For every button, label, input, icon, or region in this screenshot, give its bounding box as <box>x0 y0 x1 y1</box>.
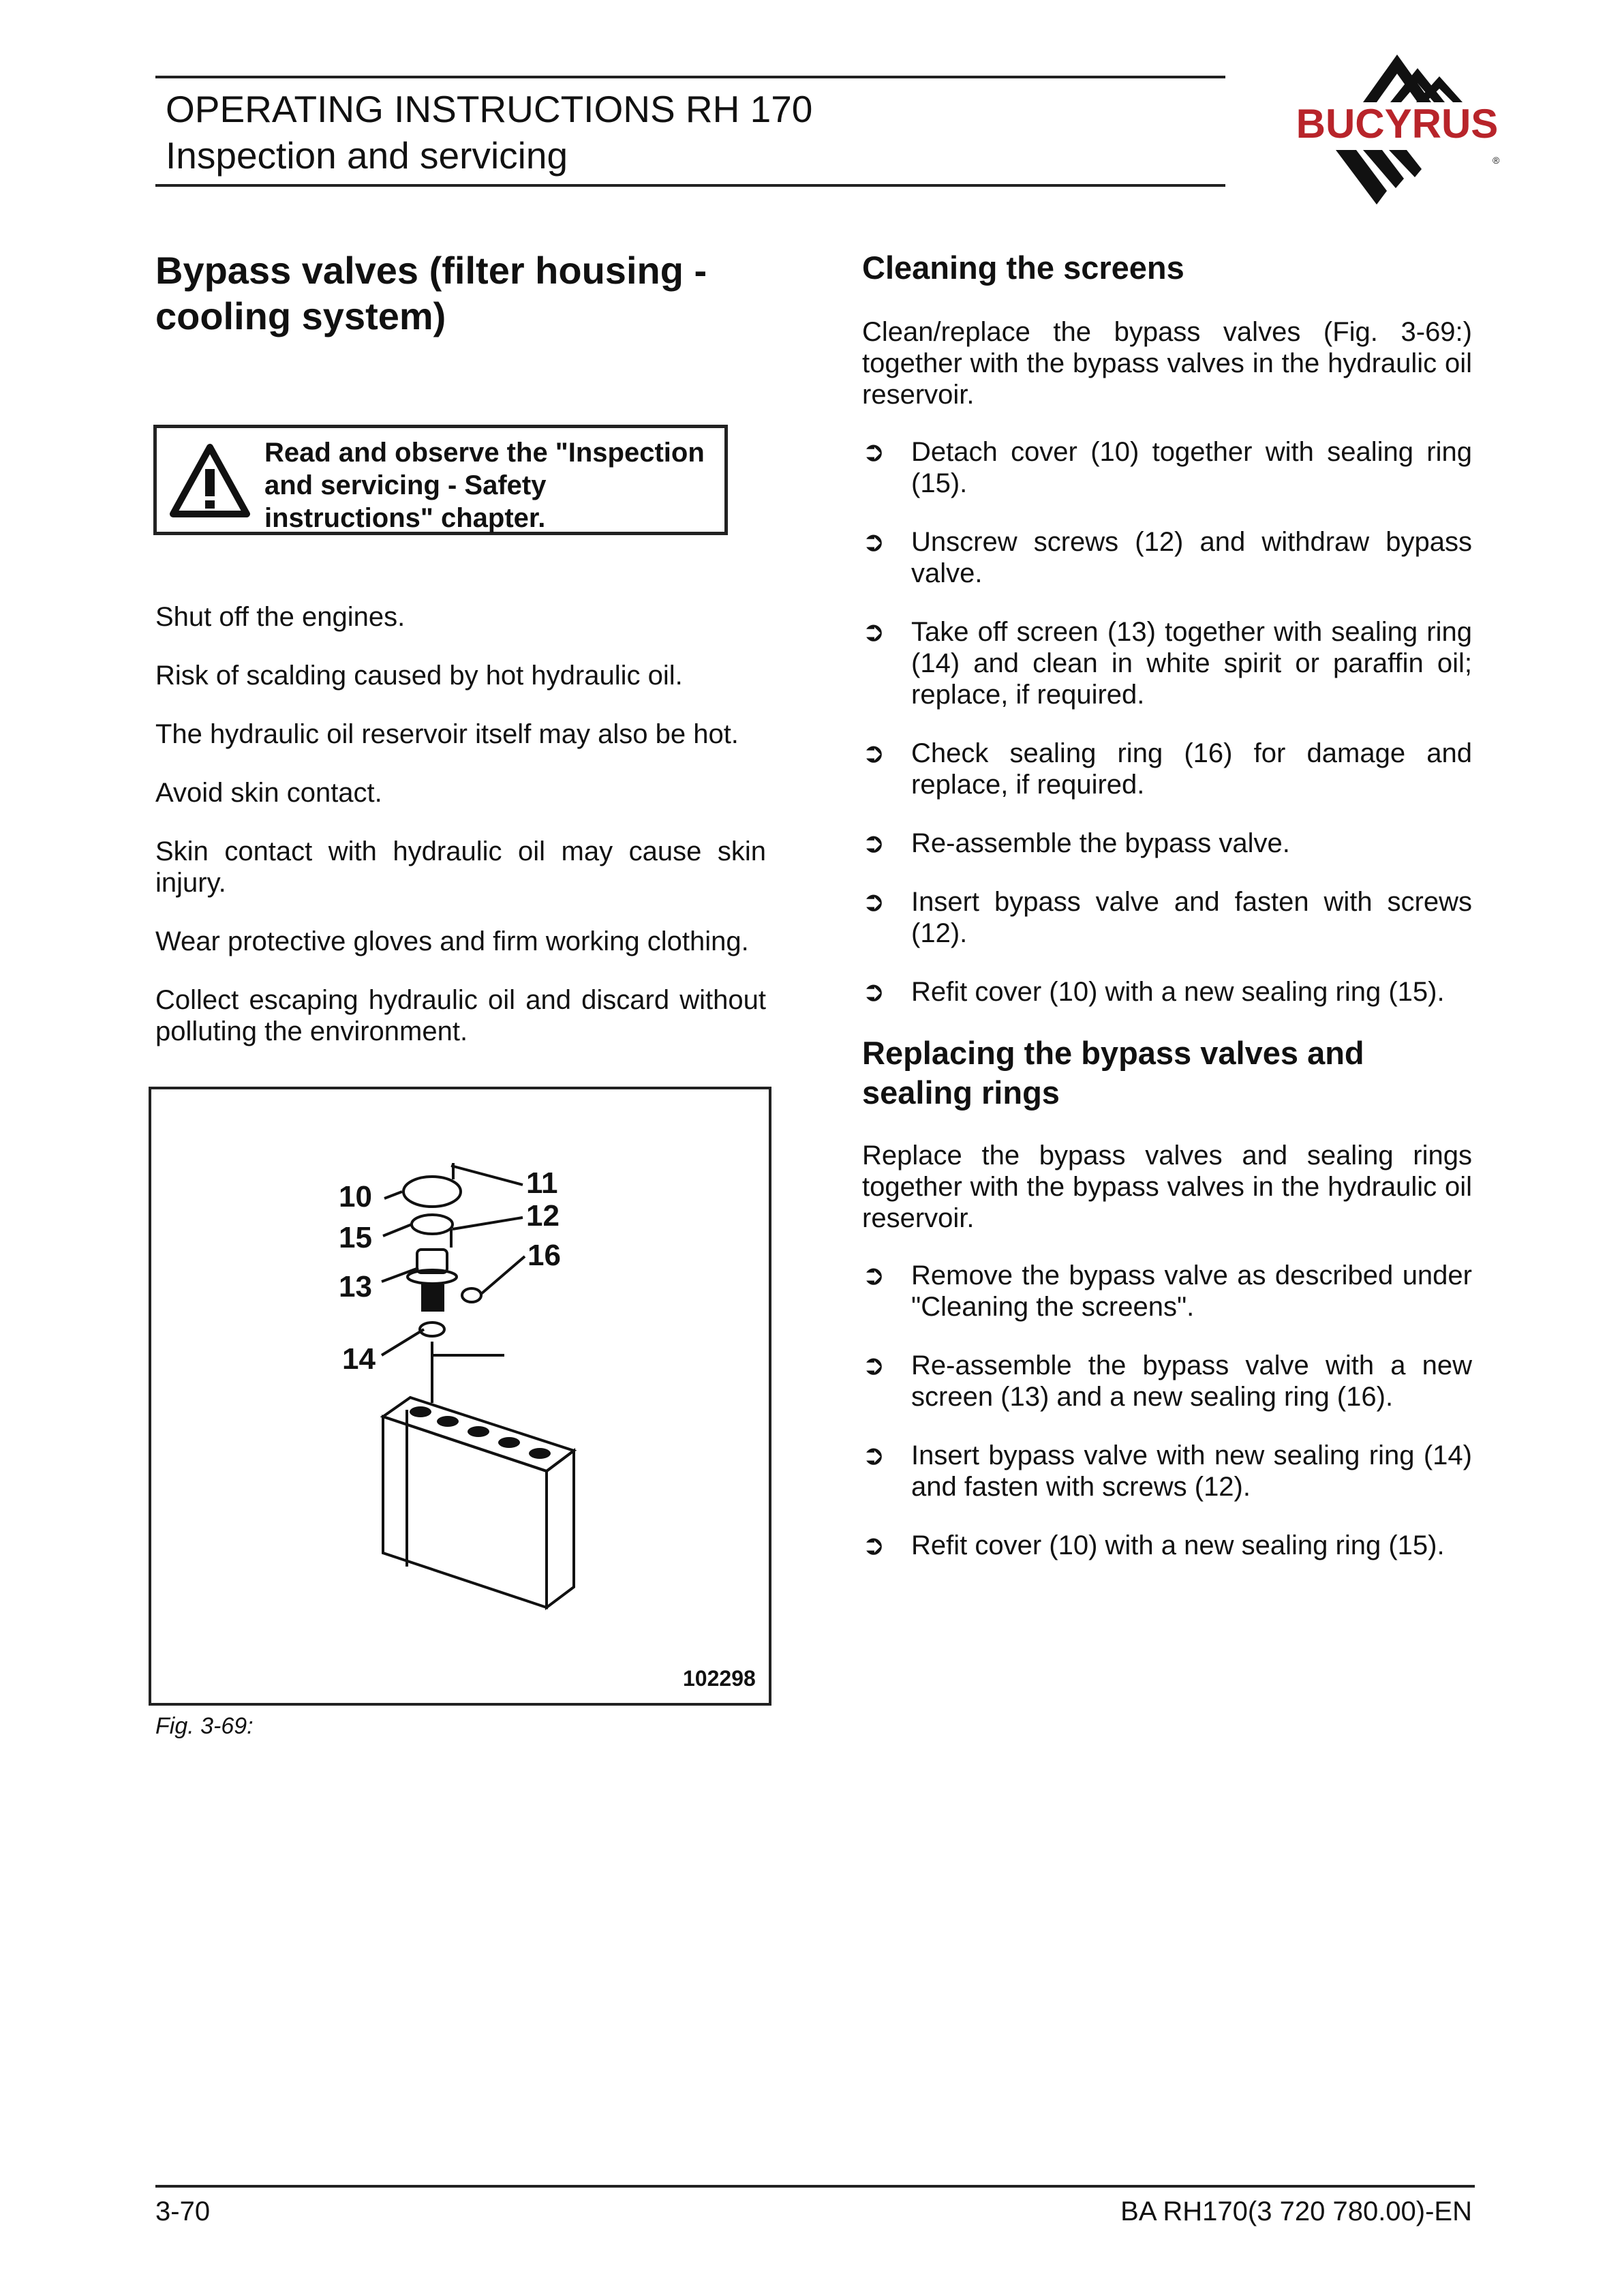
paragraph-scalding-risk: Risk of scalding caused by hot hydraulic oil. <box>155 661 683 691</box>
warning-triangle-icon <box>169 443 251 518</box>
paragraph-collect-oil: Collect escaping hydraulic oil and discard without polluting the environment. <box>155 985 766 1046</box>
arrow-bullet-icon: ➲ <box>862 436 885 468</box>
exploded-view-drawing <box>151 1089 769 1703</box>
paragraph-shut-off: Shut off the engines. <box>155 602 406 632</box>
sealing-ring-15 <box>412 1215 453 1234</box>
paragraph-protective-gear: Wear protective gloves and firm working clothing. <box>155 926 749 956</box>
header-top-rule <box>155 76 1225 78</box>
figure-bypass-valve-diagram <box>149 1087 771 1706</box>
label-12: 12 <box>526 1199 560 1233</box>
safety-warning-box <box>153 425 728 535</box>
paragraph-skin-injury: Skin contact with hydraulic oil may cause skin injury. <box>155 836 766 898</box>
paragraph-reservoir-hot: The hydraulic oil reservoir itself may also be hot. <box>155 719 739 749</box>
arrow-bullet-icon: ➲ <box>862 976 885 1008</box>
arrow-bullet-icon: ➲ <box>862 738 885 769</box>
cover-part <box>403 1177 461 1207</box>
arrow-bullet-icon: ➲ <box>862 1350 885 1381</box>
replacing-step-1: ➲ Remove the bypass valve as described under "Cleaning the screens". <box>862 1260 1472 1322</box>
label-13: 13 <box>339 1270 372 1303</box>
label-16: 16 <box>527 1239 561 1272</box>
arrow-bullet-icon: ➲ <box>862 1440 885 1471</box>
warning-text: Read and observe the "Inspection and servicing - Safety instructions" chapter. <box>264 438 705 533</box>
replacing-step-2: ➲ Re-assemble the bypass valve with a new screen (13) and a new sealing ring (16). <box>862 1350 1472 1412</box>
replacing-intro: Replace the bypass valves and sealing rings together with the bypass valves in the hydraulic oil reservoir. <box>862 1141 1472 1233</box>
arrow-bullet-icon: ➲ <box>862 828 885 859</box>
cleaning-step-6: ➲ Insert bypass valve and fasten with screws (12). <box>862 886 1472 948</box>
section-heading-bypass-valves: Bypass valves (filter housing - cooling system) <box>155 249 707 337</box>
cleaning-step-4: ➲ Check sealing ring (16) for damage and replace, if required. <box>862 738 1472 800</box>
cleaning-step-5: ➲ Re-assemble the bypass valve. <box>862 828 1290 859</box>
cleaning-step-1: ➲ Detach cover (10) together with sealing ring (15). <box>862 436 1472 498</box>
arrow-bullet-icon: ➲ <box>862 526 885 558</box>
cleaning-step-2: ➲ Unscrew screws (12) and withdraw bypass valve. <box>862 526 1472 588</box>
heading-cleaning-screens: Cleaning the screens <box>862 250 1184 286</box>
bucyrus-logo <box>1261 48 1533 218</box>
document-title: OPERATING INSTRUCTIONS RH 170 <box>166 88 813 130</box>
sealing-ring-16 <box>462 1288 481 1302</box>
label-10: 10 <box>339 1180 372 1213</box>
document-subtitle: Inspection and servicing <box>166 134 568 177</box>
arrow-bullet-icon: ➲ <box>862 616 885 648</box>
screen-part <box>423 1286 443 1310</box>
header-bottom-rule <box>155 184 1225 187</box>
cleaning-intro: Clean/replace the bypass valves (Fig. 3-69:) together with the bypass valves in the hydraulic oil reservoir. <box>862 317 1472 410</box>
svg-text:®: ® <box>1493 155 1500 166</box>
arrow-bullet-icon: ➲ <box>862 1260 885 1291</box>
figure-caption: Fig. 3-69: <box>155 1713 254 1739</box>
arrow-bullet-icon: ➲ <box>862 1530 885 1561</box>
label-11: 11 <box>526 1166 558 1200</box>
heading-replacing-valves: Replacing the bypass valves and sealing rings <box>862 1035 1364 1111</box>
document-id: BA RH170(3 720 780.00)-EN <box>1120 2196 1472 2226</box>
cleaning-step-3: ➲ Take off screen (13) together with sealing ring (14) and clean in white spirit or paraffin oil; replace, if required. <box>862 616 1472 710</box>
logo-wordmark: BUCYRUS <box>1296 101 1499 147</box>
label-14: 14 <box>342 1342 376 1376</box>
replacing-step-3: ➲ Insert bypass valve with new sealing ring (14) and fasten with screws (12). <box>862 1440 1472 1502</box>
footer-rule <box>155 2185 1475 2188</box>
drawing-number: 102298 <box>683 1666 756 1691</box>
label-15: 15 <box>339 1221 372 1254</box>
replacing-step-4: ➲ Refit cover (10) with a new sealing ring (15). <box>862 1530 1445 1561</box>
page-number: 3-70 <box>155 2196 211 2226</box>
arrow-bullet-icon: ➲ <box>862 886 885 918</box>
paragraph-avoid-contact: Avoid skin contact. <box>155 778 382 808</box>
cleaning-step-7: ➲ Refit cover (10) with a new sealing ring (15). <box>862 976 1445 1008</box>
